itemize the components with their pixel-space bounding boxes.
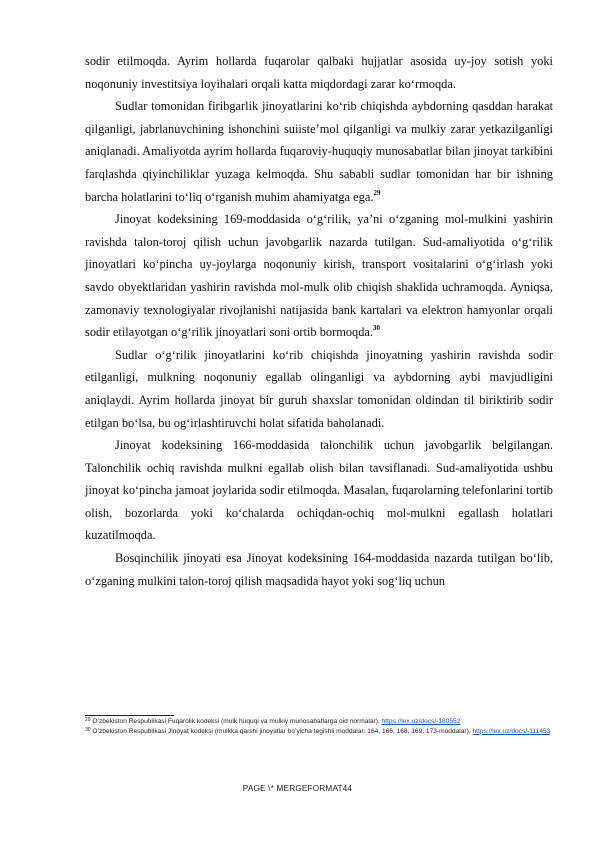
footnote-number: 29 (85, 717, 91, 723)
paragraph: Jinoyat kodeksining 169-moddasida oʻgʻrilik, yaʼni oʻzganing mol-mulkini yashirin ravishda talon-toroj qilish uchun javobgarlik nazarda tutilgan. Sud-amaliyotida oʻgʻrilik jinoyatlari koʻpincha uy-joylarga noqonuniy kirish, transport vositalarini oʻg‘irlash yoki savdo obyektlaridan yashirin ravishda mol-mulk olib chiqish shaklida uchramoqda. Ayniqsa, zamonaviy texnologiyalar rivojlanishi natijasida bank kartalari va elektron hamyonlar orqali sodir etilayotgan oʻgʻrilik jinoyatlari soni ortib bormoqda.$^{30}$ (85, 212, 553, 340)
page-footer: PAGE \* MERGEFORMAT44 (242, 784, 353, 793)
paragraph: Sudlar oʻgʻrilik jinoyatlarini koʻrib chiqishda jinoyatning yashirin ravishda sodir etilganligi, mulkning noqonuniy egallab olinganligi va aybdorning aybi mavjudligini aniqlaydi. Ayrim hollarda jinoyat bir guruh shaxslar tomonidan oldindan til biriktirib sodir etilgan boʻlsa, bu ogʻirlashtiruvchi holat sifatida baholanadi. (85, 347, 553, 430)
footnote-ref[interactable]: 30 (373, 324, 381, 333)
footnote-ref[interactable]: 29 (373, 188, 381, 197)
footnote-link[interactable]: https://lex.uz/docs/-111453 (472, 727, 551, 735)
footnote-number: 30 (85, 726, 91, 733)
footnote-separator (85, 715, 174, 716)
paragraph: Jinoyat kodeksining 166-moddasida talonchilik uchun javobgarlik belgilangan. Talonchilik ochiq ravishda mulkni egallab olish bilan tavsiflanadi. Sud-amaliyotida ushbu jinoyat koʻpincha jamoat joylarida sodir etilmoqda. Masalan, fuqarolarning telefonlarini tortib olish, bozorlarda yoki koʻchalarda ochiqdan-ochiq mol-mulkni egallash holatlari kuzatilmoqda. (85, 438, 553, 543)
footnote-text: Oʻzbekiston Respublikasi Fuqarolik kodeksi (mulk huquqi va mulkiy munosabatlarga oid normalar). (92, 718, 380, 725)
footnote-30 (85, 727, 555, 737)
paragraph: sodir etilmoqda. Ayrim hollarda fuqarolar qalbaki hujjatlar asosida uy-joy sotish yoki noqonuniy investitsiya loyihalari orqali katta miqdordagi zarar koʻrmoqda. (85, 54, 553, 91)
footnote-link[interactable]: https://lex.uz/docs/-180552 (381, 718, 461, 725)
body-text (85, 50, 553, 592)
footnote-29 (85, 717, 555, 727)
footnotes (85, 717, 555, 736)
paragraph: Bosqinchilik jinoyati esa Jinoyat kodeksining 164-moddasida nazarda tutilgan boʻlib, oʻzganing mulkini talon-toroj qilish maqsadida hayot yoki sogʻliq uchun (85, 551, 553, 588)
footnote-text: Oʻzbekiston Respublikasi Jinoyat kodeksi (mulkka qarshi jinoyatlar boʻyicha tegishli moddalar: 164, 166, 168, 169, 173-moddalar). (92, 727, 471, 735)
paragraph: Sudlar tomonidan firibgarlik jinoyatlarini koʻrib chiqishda aybdorning qasddan harakat qilganligi, jabrlanuvchining ishonchini suiisteʼmol qilganligi va mulkiy zarar yetkazilganligi aniqlanadi. Amaliyotda ayrim hollarda fuqaroviy-huquqiy munosabatlar bilan jinoyat tarkibini farqlashda qiyinchiliklar yuzaga kelmoqda. Shu sababli sudlar tomonidan har bir ishning barcha holatlarini toʻliq oʻrganish muhim ahamiyatga ega.$^{29}$ (85, 99, 553, 204)
